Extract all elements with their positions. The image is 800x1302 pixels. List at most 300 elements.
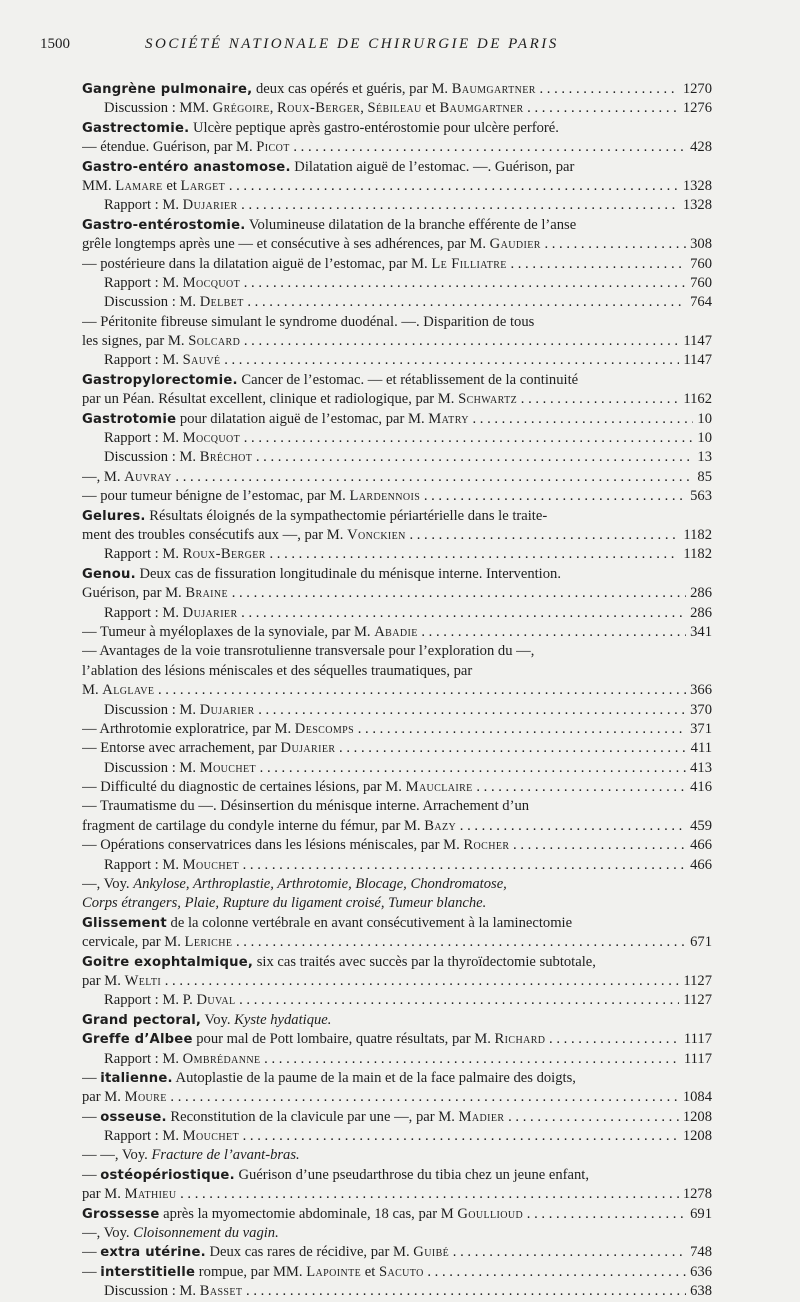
index-entries	[82, 80, 712, 1302]
page-reference: 638	[686, 1282, 712, 1301]
page-reference: 691	[686, 1205, 712, 1224]
index-line	[82, 1243, 712, 1262]
index-line-text	[82, 662, 712, 681]
entry-text: Rapport : M.	[104, 1050, 183, 1067]
page-reference: 13	[693, 448, 712, 467]
index-line	[82, 1166, 712, 1185]
author-name: Welti	[124, 972, 162, 989]
index-line-text	[82, 836, 712, 855]
index-line-text	[82, 371, 712, 390]
index-line-text	[82, 507, 712, 526]
page-reference: 1117	[680, 1050, 712, 1069]
index-line	[82, 545, 712, 564]
page-reference: 760	[686, 274, 712, 293]
author-name: Descomps	[294, 720, 355, 737]
entry-text: Deux cas rares de récidive, par M.	[205, 1244, 414, 1261]
index-line-text	[82, 255, 712, 274]
index-line	[82, 1263, 712, 1282]
index-line	[82, 720, 712, 739]
author-name: Guibé	[413, 1244, 450, 1261]
entry-headword: extra utérine.	[100, 1245, 206, 1261]
cross-reference: Ankylose, Arthroplastie, Arthrotomie, Blocage, Chondromatose,	[133, 876, 507, 893]
index-line	[82, 933, 712, 952]
entry-text: — Traumatisme du —. Désinsertion du ménisque interne. Arrachement d’un	[82, 798, 530, 815]
index-line	[82, 778, 712, 797]
index-line-text	[82, 875, 712, 894]
index-line	[82, 99, 712, 118]
index-line	[82, 836, 712, 855]
author-name: Lardennois	[349, 488, 421, 505]
author-name: Dujarier	[199, 701, 255, 718]
author-name: Bazy	[424, 817, 457, 834]
index-line-text	[82, 216, 712, 235]
index-line-text	[82, 1146, 712, 1165]
index-line-text	[82, 953, 712, 972]
index-line-text	[82, 1108, 712, 1127]
index-line	[82, 235, 712, 254]
author-name: Schwartz	[458, 391, 518, 408]
entry-text: Guérison, par M.	[82, 585, 186, 602]
author-name: Baumgartner	[439, 100, 524, 117]
author-name: Sacuto	[378, 1263, 424, 1280]
author-name: Abadie	[374, 623, 418, 640]
entry-text: ,	[360, 100, 368, 117]
author-name: Dujarier	[280, 740, 336, 757]
index-line	[82, 972, 712, 991]
entry-text: par M.	[82, 1089, 125, 1106]
index-line	[82, 1108, 712, 1127]
index-line	[82, 429, 712, 448]
entry-text: —	[82, 1166, 101, 1183]
index-line	[82, 1088, 712, 1107]
entry-headword: ostéopériostique.	[100, 1167, 235, 1183]
author-name: Mouchet	[182, 856, 239, 873]
index-line	[82, 759, 712, 778]
index-line	[82, 526, 712, 545]
author-name: Mathieu	[124, 1186, 177, 1203]
entry-text: — Opérations conservatrices dans les lésions méniscales, par M.	[82, 837, 464, 854]
index-line-text	[82, 642, 712, 661]
index-line	[82, 216, 712, 235]
entry-text: Discussion : M.	[104, 449, 200, 466]
index-line	[82, 1011, 712, 1030]
author-name: Gaudier	[489, 236, 541, 253]
author-name: Bréchot	[199, 449, 253, 466]
index-line-text	[104, 196, 712, 215]
page-reference: 308	[686, 235, 712, 254]
index-line	[82, 701, 712, 720]
index-line	[82, 1282, 712, 1301]
index-line	[82, 274, 712, 293]
index-line-text	[82, 681, 712, 700]
entry-headword: Gastro-entérostomie.	[82, 217, 246, 233]
index-line-text	[104, 1127, 712, 1146]
entry-headword: Gangrène pulmonaire,	[82, 82, 253, 97]
index-line-text	[104, 856, 712, 875]
page-reference: 760	[686, 255, 712, 274]
page-header	[0, 34, 800, 58]
index-line	[82, 1050, 712, 1069]
entry-text: Résultats éloignés de la sympathectomie périartérielle dans le traite-	[145, 507, 548, 524]
author-name: Baumgartner	[451, 81, 536, 97]
page-reference: 1162	[679, 390, 712, 409]
index-line	[82, 739, 712, 758]
entry-text: —	[82, 1108, 101, 1125]
entry-text: Rapport : M.	[104, 430, 183, 447]
entry-text: Deux cas de fissuration longitudinale du ménisque interne. Intervention.	[135, 565, 561, 582]
index-line-text	[82, 817, 712, 836]
entry-text: — Arthrotomie exploratrice, par M.	[82, 720, 295, 737]
entry-headword: Gastro-entéro anastomose.	[82, 159, 291, 175]
entry-text: M.	[82, 682, 103, 699]
entry-text: et	[162, 177, 181, 194]
index-line-text	[104, 351, 712, 370]
author-name: Roux-Berger	[277, 100, 361, 117]
author-name: Le Filliatre	[431, 255, 507, 272]
index-line	[82, 351, 712, 370]
author-name: Madier	[458, 1108, 505, 1125]
author-name: Goullioud	[457, 1205, 524, 1222]
index-line-text	[104, 99, 712, 118]
page-number: 1500	[40, 36, 70, 52]
entry-text: Rapport : M.	[104, 274, 183, 291]
page-reference: 748	[686, 1243, 712, 1262]
author-name: Lapointe	[306, 1263, 362, 1280]
author-name: Dujarier	[182, 604, 238, 621]
entry-text: Discussion : M.	[104, 294, 200, 311]
index-line-text	[82, 390, 712, 409]
index-line	[82, 1224, 712, 1243]
page-reference: 1208	[679, 1127, 712, 1146]
index-line-text	[104, 448, 712, 467]
index-line	[82, 255, 712, 274]
page-reference: 1147	[679, 351, 712, 370]
index-line	[82, 410, 712, 429]
index-line-text	[104, 293, 712, 312]
index-line	[82, 1030, 712, 1049]
page-reference: 1276	[679, 99, 712, 118]
entry-text: par M.	[82, 972, 125, 989]
entry-headword: interstitielle	[100, 1264, 196, 1280]
index-line	[82, 1127, 712, 1146]
entry-text: l’ablation des lésions méniscales et des séquelles traumatiques, par	[82, 662, 473, 679]
index-line-text	[82, 720, 712, 739]
author-name: Delbet	[199, 294, 244, 311]
index-line-text	[104, 1282, 712, 1301]
index-line-text	[82, 80, 712, 99]
index-line	[82, 177, 712, 196]
entry-headword: italienne.	[100, 1070, 173, 1086]
index-line	[82, 875, 712, 894]
author-name: Vonckien	[347, 526, 406, 543]
page-reference: 1182	[679, 526, 712, 545]
index-line-text	[82, 565, 712, 584]
author-name: Ombrédanne	[182, 1050, 261, 1067]
entry-text: et	[421, 100, 440, 117]
index-line	[82, 468, 712, 487]
index-line-text	[82, 1205, 712, 1224]
index-line	[82, 371, 712, 390]
entry-text: Rapport : M.	[104, 546, 183, 563]
page-reference: 341	[686, 623, 712, 642]
author-name: Auvray	[124, 468, 172, 485]
author-name: Matry	[428, 410, 469, 427]
entry-text: — postérieure dans la dilatation aiguë de l’estomac, par M.	[82, 255, 432, 272]
entry-text: — —, Voy.	[82, 1147, 152, 1164]
index-line	[82, 1205, 712, 1224]
index-line	[82, 914, 712, 933]
index-line	[82, 196, 712, 215]
entry-text: Cancer de l’estomac. — et rétablissement de la continuité	[237, 371, 579, 388]
index-line	[82, 390, 712, 409]
index-line-text	[82, 894, 712, 913]
page-reference: 370	[686, 701, 712, 720]
index-line-text	[104, 701, 712, 720]
entry-text: — étendue. Guérison, par M.	[82, 139, 257, 156]
index-line	[82, 797, 712, 816]
index-line	[82, 332, 712, 351]
author-name: Mocquot	[182, 430, 241, 447]
entry-text: Guérison d’une pseudarthrose du tibia chez un jeune enfant,	[234, 1166, 589, 1183]
index-line-text	[82, 1069, 712, 1088]
index-line	[82, 681, 712, 700]
entry-text: — Tumeur à myéloplaxes de la synoviale, par M.	[82, 623, 375, 640]
entry-text: Dilatation aiguë de l’estomac. —. Guérison, par	[290, 158, 575, 175]
entry-text: grêle longtemps après une — et consécutive à ses adhérences, par M.	[82, 236, 490, 253]
page-reference: 671	[686, 933, 712, 952]
entry-text: six cas traités avec succès par la thyroïdectomie subtotale,	[253, 953, 596, 970]
page-reference: 636	[686, 1263, 712, 1282]
index-line-text	[82, 1088, 712, 1107]
index-line	[82, 623, 712, 642]
author-name: Lamare	[115, 177, 163, 194]
running-title: SOCIÉTÉ NATIONALE DE CHIRURGIE DE PARIS	[145, 36, 559, 52]
index-line-text	[104, 991, 712, 1010]
author-name: Alglave	[102, 682, 155, 699]
entry-text: Reconstitution de la clavicule par une —, par M.	[166, 1108, 459, 1125]
entry-text: Rapport : M.	[104, 352, 183, 369]
entry-headword: Grand pectoral,	[82, 1012, 202, 1028]
index-line	[82, 80, 712, 99]
author-name: Mauclaire	[405, 779, 473, 796]
entry-text: ,	[269, 100, 278, 117]
page-reference: 466	[686, 836, 712, 855]
entry-text: Discussion : M.	[104, 759, 200, 776]
index-line	[82, 1146, 712, 1165]
entry-text: — Difficulté du diagnostic de certaines lésions, par M.	[82, 779, 406, 796]
page-reference: 466	[686, 856, 712, 875]
entry-text: — Avantages de la voie transrotulienne transversale pour l’exploration du —,	[82, 643, 535, 660]
entry-text: rompue, par MM.	[195, 1263, 307, 1280]
page-reference: 1117	[680, 1030, 712, 1049]
index-line	[82, 584, 712, 603]
index-line-text	[82, 313, 712, 332]
page-reference: 366	[686, 681, 712, 700]
index-line	[82, 642, 712, 661]
index-line-text	[82, 739, 712, 758]
entry-text: les signes, par M.	[82, 333, 189, 350]
entry-text: par M.	[82, 1186, 125, 1203]
page-reference: 459	[686, 817, 712, 836]
page-reference: 371	[686, 720, 712, 739]
index-line-text	[82, 584, 712, 603]
entry-text: —, M.	[82, 468, 125, 485]
author-name: Sébileau	[367, 100, 422, 117]
author-name: Larget	[180, 177, 226, 194]
index-line	[82, 507, 712, 526]
entry-text: — Péritonite fibreuse simulant le syndrome duodénal. —. Disparition de tous	[82, 313, 535, 330]
entry-headword: osseuse.	[100, 1109, 167, 1125]
entry-text: pour mal de Pott lombaire, quatre résultats, par M.	[192, 1031, 495, 1048]
index-line	[82, 487, 712, 506]
page-reference: 1208	[679, 1108, 712, 1127]
entry-text: ment des troubles consécutifs aux —, par M.	[82, 526, 348, 543]
index-line-text	[104, 1050, 712, 1069]
page-reference: 10	[693, 410, 712, 429]
author-name: Dujarier	[182, 197, 238, 214]
index-line	[82, 856, 712, 875]
index-line	[82, 1185, 712, 1204]
page-reference: 10	[693, 429, 712, 448]
index-line-text	[82, 235, 712, 254]
entry-text: —	[82, 1244, 101, 1261]
author-name: Sauvé	[182, 352, 221, 369]
cross-reference: Fracture de l’avant-bras.	[151, 1147, 300, 1164]
page-reference: 428	[686, 138, 712, 157]
index-line-text	[82, 332, 712, 351]
entry-text: cervicale, par M.	[82, 934, 185, 951]
index-line-text	[104, 274, 712, 293]
index-line	[82, 158, 712, 177]
index-line-text	[82, 1030, 712, 1049]
entry-text: Autoplastie de la paume de la main et de la face palmaire des doigts,	[172, 1069, 576, 1086]
entry-text: Rapport : M.	[104, 856, 183, 873]
index-line	[82, 1069, 712, 1088]
index-line-text	[82, 119, 712, 138]
author-name: Mouchet	[182, 1128, 239, 1145]
entry-text: —	[82, 1263, 101, 1280]
index-line-text	[82, 1243, 712, 1262]
entry-text: et	[361, 1263, 379, 1280]
index-line-text	[82, 778, 712, 797]
index-line-text	[82, 1185, 712, 1204]
page-reference: 1084	[679, 1088, 712, 1107]
index-line	[82, 604, 712, 623]
index-line	[82, 138, 712, 157]
index-line	[82, 313, 712, 332]
entry-text: Rapport : M.	[104, 1128, 183, 1145]
entry-text: Rapport : M.	[104, 197, 183, 214]
entry-text: Discussion : M.	[104, 1283, 200, 1300]
index-line-text	[82, 1263, 712, 1282]
index-line	[82, 565, 712, 584]
author-name: Mouchet	[199, 759, 257, 776]
entry-text: — Entorse avec arrachement, par	[82, 740, 281, 757]
index-line-text	[82, 623, 712, 642]
author-name: Roux-Berger	[182, 546, 266, 563]
entry-text: fragment de cartilage du condyle interne du fémur, par M.	[82, 817, 425, 834]
author-name: Braine	[185, 585, 229, 602]
entry-headword: Grossesse	[82, 1206, 160, 1222]
index-line-text	[82, 914, 712, 933]
author-name: Richard	[494, 1031, 546, 1048]
index-line	[82, 662, 712, 681]
page-reference: 1328	[679, 177, 712, 196]
index-line-text	[82, 468, 712, 487]
entry-text: MM.	[82, 177, 116, 194]
entry-text: —, Voy.	[82, 1225, 134, 1242]
index-line	[82, 293, 712, 312]
entry-text: —	[82, 1069, 101, 1086]
cross-reference: Corps étrangers, Plaie, Rupture du ligament croisé, Tumeur blanche.	[82, 895, 487, 912]
index-line-text	[104, 604, 712, 623]
author-name: Moure	[124, 1089, 167, 1106]
cross-reference: Cloisonnement du vagin.	[133, 1225, 279, 1242]
entry-text: — pour tumeur bénigne de l’estomac, par M.	[82, 488, 350, 505]
author-name: Duval	[196, 992, 236, 1009]
index-line-text	[82, 526, 712, 545]
index-line-text	[82, 158, 712, 177]
entry-text: Discussion : M.	[104, 701, 200, 718]
page-reference: 416	[686, 778, 712, 797]
page-reference: 764	[686, 293, 712, 312]
entry-headword: Glissement	[82, 915, 167, 931]
index-line	[82, 991, 712, 1010]
entry-text: Rapport : M. P.	[104, 992, 197, 1009]
index-line-text	[82, 177, 712, 196]
page-reference: 1127	[679, 972, 712, 991]
entry-headword: Genou.	[82, 566, 136, 582]
index-line-text	[82, 410, 712, 429]
index-line	[82, 448, 712, 467]
index-line-text	[82, 487, 712, 506]
entry-headword: Gelures.	[82, 508, 146, 524]
entry-text: par un Péan. Résultat excellent, clinique et radiologique, par M.	[82, 391, 459, 408]
entry-text: pour dilatation aiguë de l’estomac, par M.	[176, 410, 429, 427]
author-name: Picot	[256, 139, 290, 156]
entry-text: Discussion : MM.	[104, 100, 213, 117]
index-line-text	[82, 1166, 712, 1185]
page-reference: 1328	[679, 196, 712, 215]
page-reference: 411	[687, 739, 712, 758]
entry-text: Voy.	[201, 1011, 235, 1028]
index-line-text	[82, 933, 712, 952]
page-reference: 563	[686, 487, 712, 506]
entry-text: deux cas opérés et guéris, par M.	[252, 81, 452, 97]
page-reference: 1278	[679, 1185, 712, 1204]
page-reference: 85	[693, 468, 712, 487]
entry-headword: Gastrectomie.	[82, 120, 190, 136]
index-line	[82, 894, 712, 913]
index-line-text	[82, 797, 712, 816]
index-line-text	[104, 429, 712, 448]
entry-headword: Gastrotomie	[82, 411, 177, 427]
index-line-text	[82, 1011, 712, 1030]
entry-text: Rapport : M.	[104, 604, 183, 621]
index-line	[82, 119, 712, 138]
page-reference: 1182	[679, 545, 712, 564]
entry-text: de la colonne vertébrale en avant consécutivement à la laminectomie	[166, 914, 573, 931]
entry-text: après la myomectomie abdominale, 18 cas, par M	[159, 1205, 458, 1222]
page-reference: 286	[686, 584, 712, 603]
page-reference: 1270	[679, 80, 712, 99]
entry-text: —, Voy.	[82, 876, 134, 893]
author-name: Leriche	[184, 934, 233, 951]
entry-headword: Greffe d’Albee	[82, 1032, 193, 1048]
page-reference: 1127	[679, 991, 712, 1010]
entry-text: Volumineuse dilatation de la branche efférente de l’anse	[245, 216, 577, 233]
author-name: Grégoire	[212, 100, 270, 117]
